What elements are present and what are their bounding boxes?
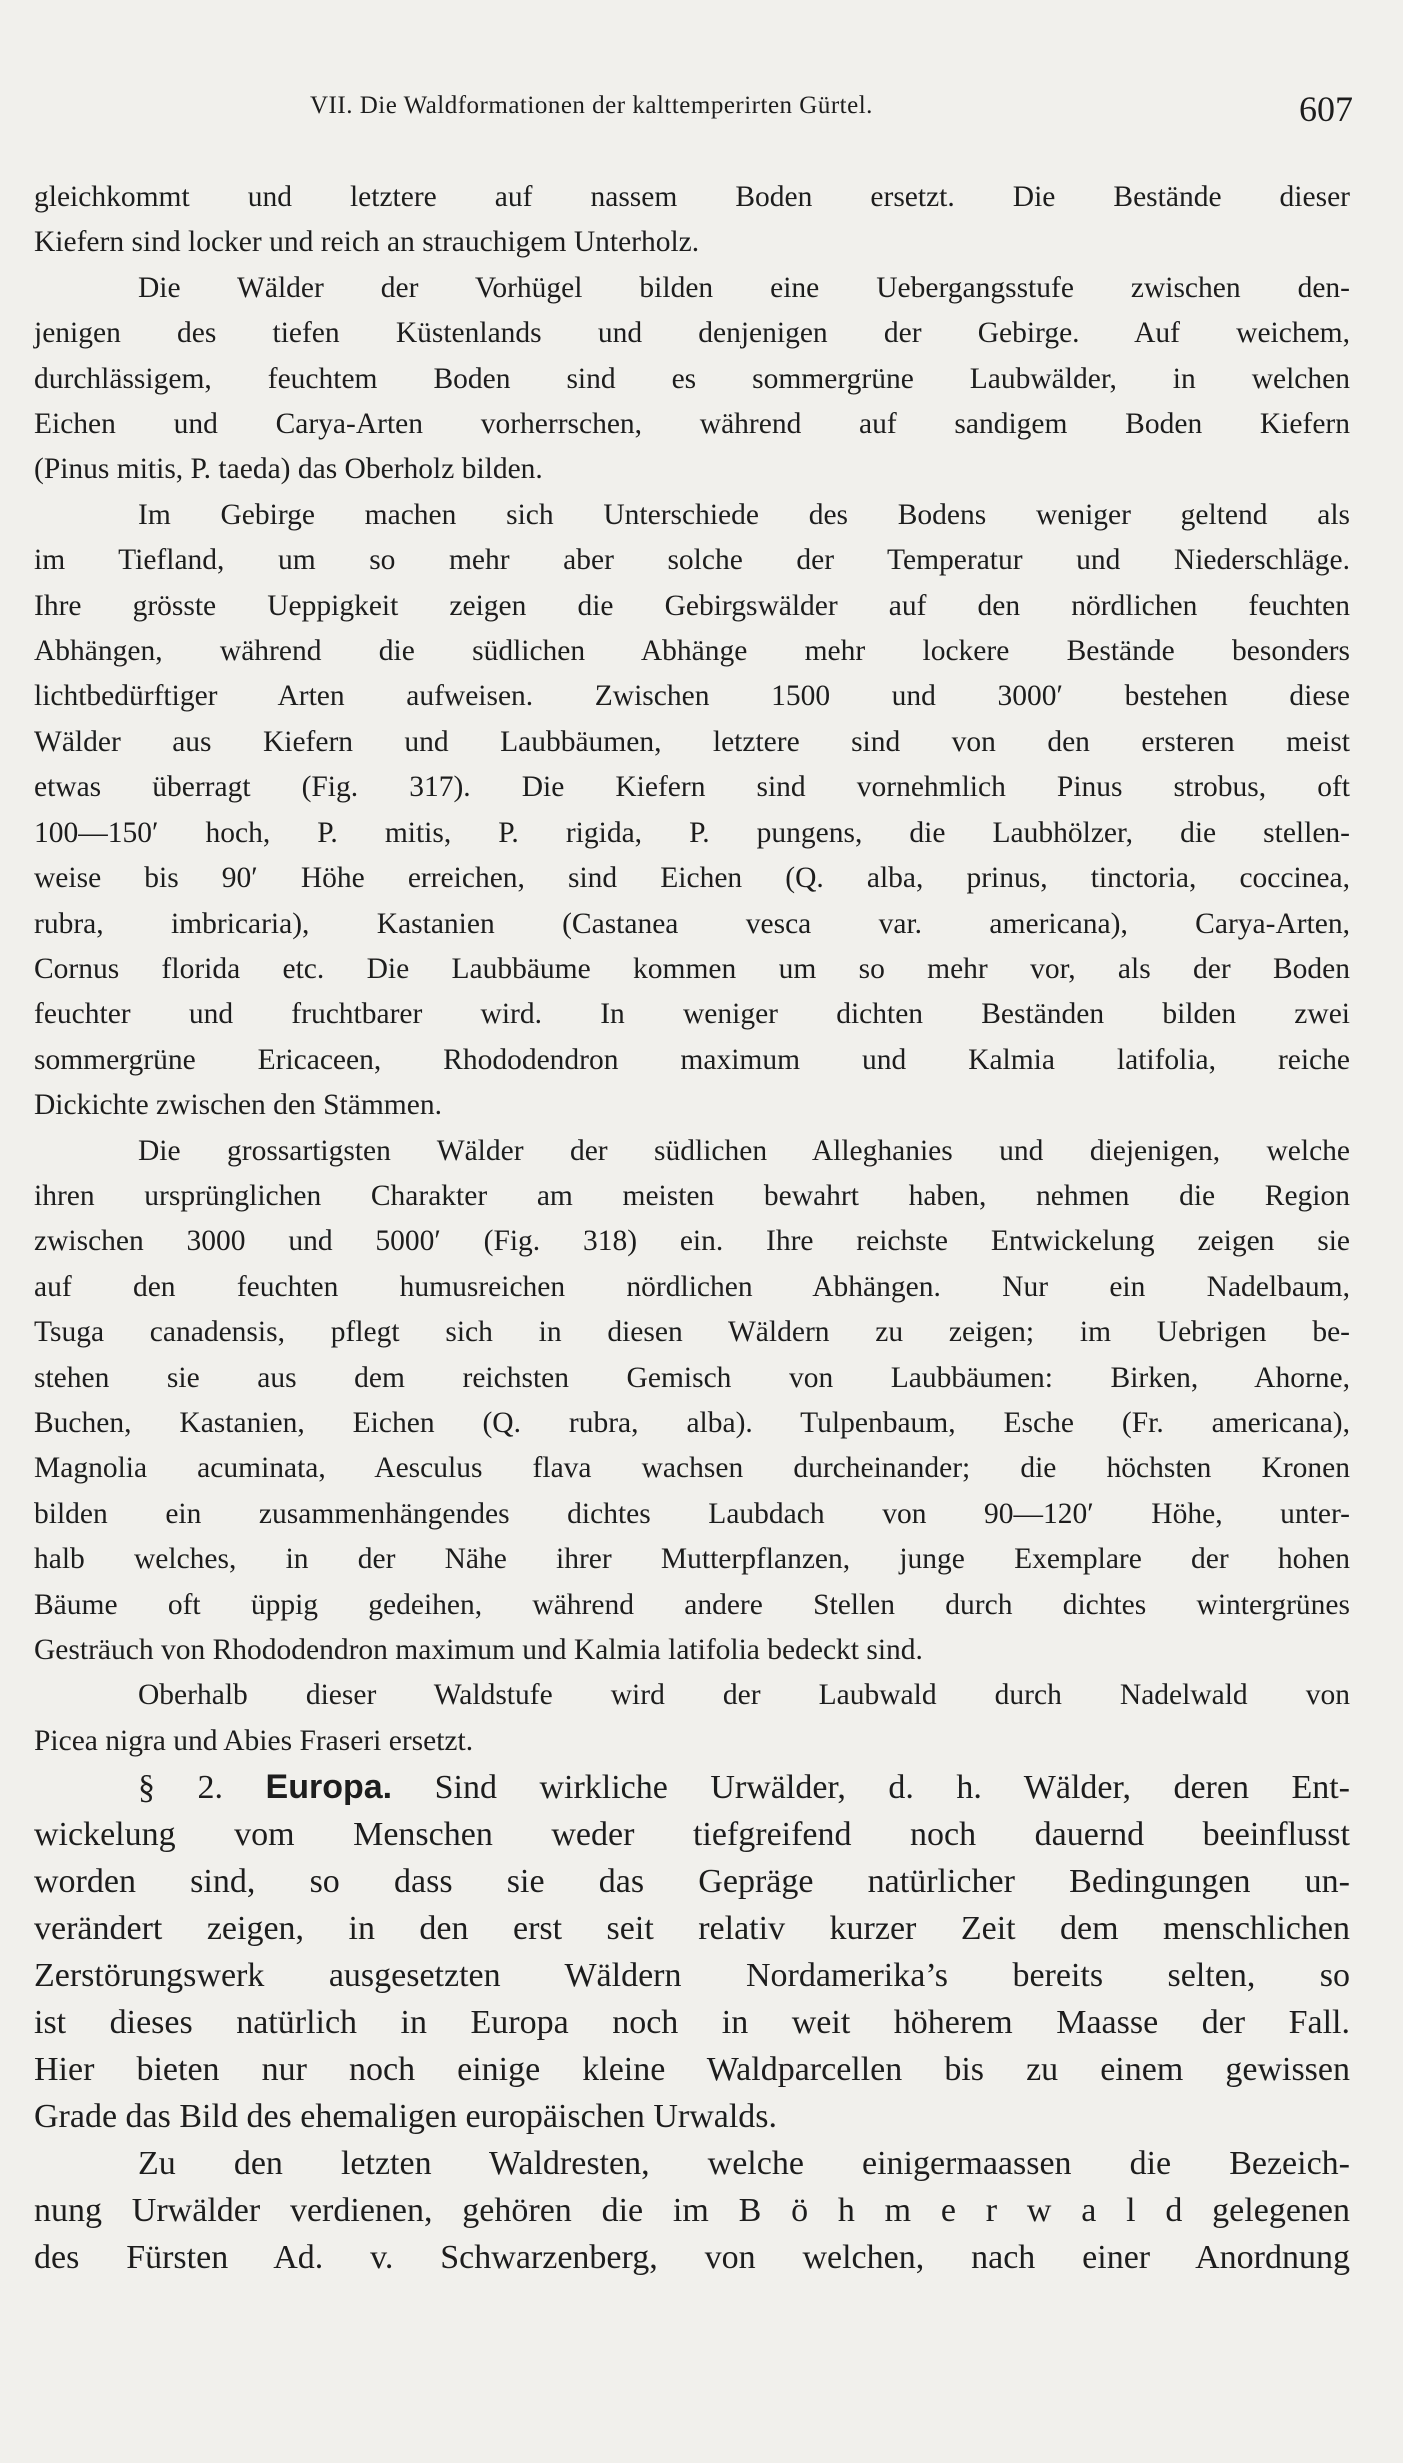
text-line: Ihre grösste Ueppigkeit zeigen die Gebirgswälder auf den nördlichen feuchten bbox=[34, 589, 1350, 622]
text-line: sommergrüne Ericaceen, Rhododendron maximum und Kalmia latifolia, reiche bbox=[34, 1043, 1350, 1076]
text-line: feuchter und fruchtbarer wird. In weniger dichten Beständen bilden zwei bbox=[34, 998, 1350, 1031]
text-line: Die grossartigsten Wälder der südlichen Alleghanies und diejenigen, welche bbox=[138, 1134, 1350, 1167]
text-line: wickelung vom Menschen weder tiefgreifend noch dauernd beeinflusst bbox=[34, 1816, 1350, 1854]
text-line: gleichkommt und letztere auf nassem Boden ersetzt. Die Bestände dieser bbox=[34, 181, 1350, 213]
text-line: (Pinus mitis, P. taeda) das Oberholz bilden. bbox=[34, 453, 543, 486]
text-line: Eichen und Carya-Arten vorherrschen, während auf sandigem Boden Kiefern bbox=[34, 408, 1350, 441]
text-line: Hier bieten nur noch einige kleine Waldparcellen bis zu einem gewissen bbox=[34, 2051, 1350, 2089]
text-line: Picea nigra und Abies Fraseri ersetzt. bbox=[34, 1724, 474, 1757]
paragraph bbox=[34, 2140, 1350, 2281]
text-line: bilden ein zusammenhängendes dichtes Laubdach von 90—120′ Höhe, unter- bbox=[34, 1497, 1350, 1530]
text-line: lichtbedürftiger Arten aufweisen. Zwischen 1500 und 3000′ bestehen diese bbox=[34, 680, 1350, 713]
page-number: 607 bbox=[1299, 89, 1353, 129]
text-line: zwischen 3000 und 5000′ (Fig. 318) ein. Ihre reichste Entwickelung zeigen sie bbox=[34, 1225, 1350, 1258]
text-line: Dickichte zwischen den Stämmen. bbox=[34, 1089, 442, 1122]
text-line: Im Gebirge machen sich Unterschiede des Bodens weniger geltend als bbox=[138, 498, 1350, 531]
paragraph bbox=[34, 1764, 1350, 2140]
text-line: halb welches, in der Nähe ihrer Mutterpflanzen, junge Exemplare der hohen bbox=[34, 1543, 1350, 1576]
text-line: verändert zeigen, in den erst seit relativ kurzer Zeit dem menschlichen bbox=[34, 1910, 1350, 1948]
paragraph bbox=[34, 1129, 1350, 1674]
text-line: rubra, imbricaria), Kastanien (Castanea vesca var. americana), Carya-Arten, bbox=[34, 907, 1350, 940]
text-line: Zerstörungswerk ausgesetzten Wäldern Nordamerika’s bereits selten, so bbox=[34, 1957, 1350, 1995]
text-line: Gesträuch von Rhododendron maximum und Kalmia latifolia bedeckt sind. bbox=[34, 1634, 923, 1666]
paragraph bbox=[34, 266, 1350, 493]
text-line: Tsuga canadensis, pflegt sich in diesen Wäldern zu zeigen; im Uebrigen be- bbox=[34, 1316, 1350, 1349]
text-line: des Fürsten Ad. v. Schwarzenberg, von welchen, nach einer Anordnung bbox=[34, 2239, 1350, 2277]
paragraph bbox=[34, 175, 1350, 266]
text-line: weise bis 90′ Höhe erreichen, sind Eichen (Q. alba, prinus, tinctoria, coccinea, bbox=[34, 862, 1350, 895]
text-line: etwas überragt (Fig. 317). Die Kiefern sind vornehmlich Pinus strobus, oft bbox=[34, 771, 1350, 804]
text-line: Kiefern sind locker und reich an strauchigem Unterholz. bbox=[34, 226, 700, 259]
text-line: Grade das Bild des ehemaligen europäischen Urwalds. bbox=[34, 2098, 778, 2136]
section-mark: § 2. bbox=[138, 1769, 266, 1807]
text-line: auf den feuchten humusreichen nördlichen Abhängen. Nur ein Nadelbaum, bbox=[34, 1270, 1350, 1303]
text-line: Zu den letzten Waldresten, welche einigermaassen die Bezeich- bbox=[138, 2145, 1350, 2183]
text-line: ist dieses natürlich in Europa noch in weit höherem Maasse der Fall. bbox=[34, 2004, 1350, 2042]
text-line bbox=[34, 1764, 1350, 1811]
text-line: durchlässigem, feuchtem Boden sind es sommergrüne Laubwälder, in welchen bbox=[34, 362, 1350, 395]
text-line: nung Urwälder verdienen, gehören die im B ö h m e r w a l d gelegenen bbox=[34, 2192, 1350, 2230]
running-title: VII. Die Waldformationen der kalttemperirten Gürtel. bbox=[310, 92, 873, 119]
body-text bbox=[34, 175, 1350, 2281]
text-line: Die Wälder der Vorhügel bilden eine Uebergangsstufe zwischen den- bbox=[138, 271, 1350, 304]
text-line: Magnolia acuminata, Aesculus flava wachsen durcheinander; die höchsten Kronen bbox=[34, 1452, 1350, 1485]
text-line: 100—150′ hoch, P. mitis, P. rigida, P. pungens, die Laubhölzer, die stellen- bbox=[34, 816, 1350, 849]
text-line: Bäume oft üppig gedeihen, während andere Stellen durch dichtes wintergrünes bbox=[34, 1588, 1350, 1621]
section-title: Europa. bbox=[265, 1768, 393, 1807]
text-line: ihren ursprünglichen Charakter am meisten bewahrt haben, nehmen die Region bbox=[34, 1179, 1350, 1212]
text-line: worden sind, so dass sie das Gepräge natürlicher Bedingungen un- bbox=[34, 1863, 1350, 1901]
text-line: Cornus florida etc. Die Laubbäume kommen um so mehr vor, als der Boden bbox=[34, 952, 1350, 985]
paragraph bbox=[34, 1673, 1350, 1764]
text-line: Oberhalb dieser Waldstufe wird der Laubwald durch Nadelwald von bbox=[138, 1679, 1350, 1712]
text-line: jenigen des tiefen Küstenlands und denjenigen der Gebirge. Auf weichem, bbox=[34, 317, 1350, 350]
text-line: Wälder aus Kiefern und Laubbäumen, letztere sind von den ersteren meist bbox=[34, 725, 1350, 758]
text-line: stehen sie aus dem reichsten Gemisch von Laubbäumen: Birken, Ahorne, bbox=[34, 1361, 1350, 1394]
text-line: Buchen, Kastanien, Eichen (Q. rubra, alba). Tulpenbaum, Esche (Fr. americana), bbox=[34, 1406, 1350, 1439]
text-line: Abhängen, während die südlichen Abhänge mehr lockere Bestände besonders bbox=[34, 635, 1350, 668]
line-text: Sind wirkliche Urwälder, d. h. Wälder, deren Ent- bbox=[392, 1769, 1350, 1807]
text-line: im Tiefland, um so mehr aber solche der Temperatur und Niederschläge. bbox=[34, 544, 1350, 577]
paragraph bbox=[34, 493, 1350, 1129]
